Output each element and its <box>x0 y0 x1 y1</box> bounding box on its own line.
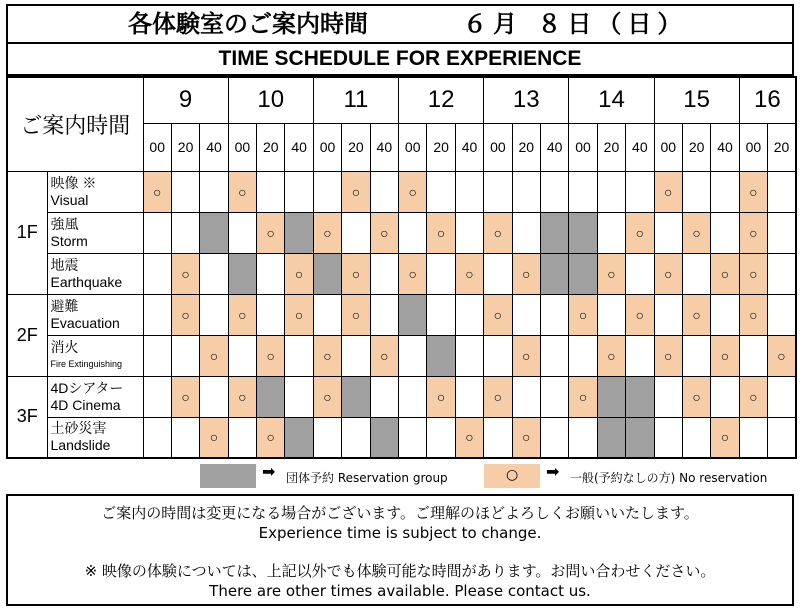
general-slot: ○ <box>626 212 654 253</box>
empty-slot <box>512 294 540 335</box>
empty-slot <box>313 294 341 335</box>
empty-slot <box>427 171 455 212</box>
general-slot: ○ <box>711 253 739 294</box>
empty-slot <box>143 294 171 335</box>
minute-header: 20 <box>257 123 285 171</box>
general-slot: ○ <box>682 294 710 335</box>
reserved-slot <box>569 212 597 253</box>
notice-en-2: There are other times available. Please contact us. <box>209 582 591 600</box>
general-slot: ○ <box>512 253 540 294</box>
reserved-slot <box>540 212 568 253</box>
minute-header: 20 <box>597 123 625 171</box>
reserved-slot <box>200 212 228 253</box>
hour-header: 10 <box>228 77 313 123</box>
general-slot: ○ <box>285 253 313 294</box>
legend-general-arrow: ➡ <box>546 462 560 481</box>
empty-slot <box>711 171 739 212</box>
legend-group-label: 団体予約 Reservation group <box>286 471 448 485</box>
empty-slot <box>484 335 512 376</box>
empty-slot <box>455 335 483 376</box>
general-slot: ○ <box>739 171 767 212</box>
empty-slot <box>171 212 199 253</box>
general-slot: ○ <box>427 376 455 417</box>
general-slot: ○ <box>569 376 597 417</box>
floor-label: 3F <box>7 376 47 458</box>
general-slot: ○ <box>313 335 341 376</box>
general-slot: ○ <box>342 253 370 294</box>
legend-gray-swatch <box>200 464 256 488</box>
experience-name-en: Fire Extinguishing <box>50 358 123 369</box>
floor-label: 1F <box>7 171 47 294</box>
empty-slot <box>768 171 796 212</box>
experience-name-jp: 避難 <box>50 297 79 314</box>
general-slot: ○ <box>739 253 767 294</box>
minute-header: 00 <box>143 123 171 171</box>
experience-row <box>7 335 796 376</box>
general-slot: ○ <box>654 253 682 294</box>
minute-header: 40 <box>455 123 483 171</box>
experience-name-en: Earthquake <box>50 273 123 290</box>
empty-slot <box>257 294 285 335</box>
general-slot: ○ <box>257 212 285 253</box>
empty-slot <box>768 212 796 253</box>
notice-en-1: Experience time is subject to change. <box>258 524 542 542</box>
empty-slot <box>768 417 796 458</box>
hour-header: 14 <box>569 77 654 123</box>
empty-slot <box>626 253 654 294</box>
reserved-slot <box>597 376 625 417</box>
empty-slot <box>569 335 597 376</box>
empty-slot <box>626 171 654 212</box>
empty-slot <box>768 376 796 417</box>
empty-slot <box>540 171 568 212</box>
hour-header: 12 <box>399 77 484 123</box>
empty-slot <box>143 212 171 253</box>
experience-row <box>7 294 796 335</box>
legend-group-arrow: ➡ <box>262 462 276 481</box>
general-slot: ○ <box>654 335 682 376</box>
hour-header: 11 <box>313 77 398 123</box>
experience-name <box>47 376 143 417</box>
general-slot: ○ <box>654 171 682 212</box>
general-slot: ○ <box>342 171 370 212</box>
notice-jp-1: ご案内の時間は変更になる場合がございます。ご理解のほどよろしくお願いいたします。 <box>101 504 699 522</box>
experience-name-jp: 消火 <box>50 338 79 355</box>
reserved-slot <box>626 376 654 417</box>
empty-slot <box>455 376 483 417</box>
minute-header: 00 <box>399 123 427 171</box>
minute-header: 20 <box>342 123 370 171</box>
empty-slot <box>427 253 455 294</box>
general-slot: ○ <box>313 212 341 253</box>
general-slot: ○ <box>171 294 199 335</box>
minute-header: 20 <box>171 123 199 171</box>
general-slot: ○ <box>768 335 796 376</box>
general-slot: ○ <box>512 417 540 458</box>
minute-header: 40 <box>370 123 398 171</box>
reserved-slot <box>285 212 313 253</box>
general-slot: ○ <box>228 294 256 335</box>
empty-slot <box>626 335 654 376</box>
empty-slot <box>143 335 171 376</box>
empty-slot <box>654 294 682 335</box>
empty-slot <box>540 376 568 417</box>
experience-row <box>7 376 796 417</box>
empty-slot <box>597 294 625 335</box>
floor-label: 2F <box>7 294 47 376</box>
corner-label: ご案内時間 <box>7 77 143 171</box>
general-slot: ○ <box>626 294 654 335</box>
general-slot: ○ <box>682 376 710 417</box>
general-slot: ○ <box>711 417 739 458</box>
experience-name-en: Landslide <box>50 437 111 454</box>
general-slot: ○ <box>739 294 767 335</box>
hour-header: 9 <box>143 77 228 123</box>
experience-name-en: Visual <box>50 191 89 208</box>
empty-slot <box>143 376 171 417</box>
minute-header: 00 <box>228 123 256 171</box>
empty-slot <box>399 335 427 376</box>
empty-slot <box>370 253 398 294</box>
reserved-slot <box>228 253 256 294</box>
empty-slot <box>342 417 370 458</box>
general-slot: ○ <box>257 335 285 376</box>
empty-slot <box>200 171 228 212</box>
experience-name-jp: 映像 ※ <box>50 174 97 191</box>
minute-header: 00 <box>654 123 682 171</box>
minute-header: 20 <box>427 123 455 171</box>
empty-slot <box>484 171 512 212</box>
empty-slot <box>257 253 285 294</box>
general-slot: ○ <box>285 294 313 335</box>
general-slot: ○ <box>370 335 398 376</box>
general-slot: ○ <box>171 376 199 417</box>
general-slot: ○ <box>200 335 228 376</box>
empty-slot <box>228 335 256 376</box>
general-slot: ○ <box>228 376 256 417</box>
reserved-slot <box>626 417 654 458</box>
empty-slot <box>654 417 682 458</box>
empty-slot <box>228 212 256 253</box>
minute-header: 20 <box>512 123 540 171</box>
empty-slot <box>171 171 199 212</box>
empty-slot <box>682 253 710 294</box>
empty-slot <box>768 294 796 335</box>
empty-slot <box>739 417 767 458</box>
general-slot: ○ <box>171 253 199 294</box>
reserved-slot <box>597 417 625 458</box>
empty-slot <box>484 417 512 458</box>
empty-slot <box>484 253 512 294</box>
general-slot: ○ <box>484 212 512 253</box>
empty-slot <box>285 171 313 212</box>
general-slot: ○ <box>739 212 767 253</box>
empty-slot <box>171 417 199 458</box>
general-slot: ○ <box>569 294 597 335</box>
empty-slot <box>711 376 739 417</box>
empty-slot <box>285 376 313 417</box>
empty-slot <box>682 417 710 458</box>
experience-name <box>47 335 143 376</box>
empty-slot <box>143 253 171 294</box>
experience-name-jp: 強風 <box>50 215 79 232</box>
general-slot: ○ <box>455 417 483 458</box>
general-slot: ○ <box>200 417 228 458</box>
empty-slot <box>682 171 710 212</box>
empty-slot <box>427 417 455 458</box>
minute-header: 00 <box>484 123 512 171</box>
schedule-table <box>6 76 797 459</box>
empty-slot <box>399 212 427 253</box>
general-slot: ○ <box>257 417 285 458</box>
empty-slot <box>313 171 341 212</box>
experience-row <box>7 171 796 212</box>
general-slot: ○ <box>399 253 427 294</box>
legend-mark: ○ <box>506 467 519 483</box>
minute-header: 00 <box>569 123 597 171</box>
empty-slot <box>370 294 398 335</box>
empty-slot <box>143 417 171 458</box>
experience-row <box>7 253 796 294</box>
empty-slot <box>399 417 427 458</box>
general-slot: ○ <box>739 376 767 417</box>
experience-name <box>47 417 143 458</box>
reserved-slot <box>569 253 597 294</box>
hour-header: 13 <box>484 77 569 123</box>
experience-name <box>47 253 143 294</box>
hour-header: 16 <box>739 77 796 123</box>
reserved-slot <box>540 253 568 294</box>
experience-row <box>7 417 796 458</box>
empty-slot <box>540 335 568 376</box>
empty-slot <box>455 171 483 212</box>
empty-slot <box>200 376 228 417</box>
empty-slot <box>682 335 710 376</box>
general-slot: ○ <box>597 253 625 294</box>
general-slot: ○ <box>711 335 739 376</box>
experience-name <box>47 212 143 253</box>
empty-slot <box>711 294 739 335</box>
empty-slot <box>597 171 625 212</box>
general-slot: ○ <box>313 376 341 417</box>
general-slot: ○ <box>228 171 256 212</box>
minute-header: 40 <box>200 123 228 171</box>
empty-slot <box>654 376 682 417</box>
empty-slot <box>370 171 398 212</box>
empty-slot <box>200 253 228 294</box>
empty-slot <box>654 212 682 253</box>
empty-slot <box>370 376 398 417</box>
minute-header: 40 <box>711 123 739 171</box>
empty-slot <box>200 294 228 335</box>
empty-slot <box>512 212 540 253</box>
experience-name <box>47 294 143 335</box>
reserved-slot <box>313 253 341 294</box>
empty-slot <box>512 171 540 212</box>
empty-slot <box>285 335 313 376</box>
general-slot: ○ <box>399 171 427 212</box>
empty-slot <box>512 376 540 417</box>
general-slot: ○ <box>484 294 512 335</box>
empty-slot <box>228 417 256 458</box>
empty-slot <box>455 212 483 253</box>
empty-slot <box>768 253 796 294</box>
empty-slot <box>711 212 739 253</box>
english-title: TIME SCHEDULE FOR EXPERIENCE <box>6 44 794 76</box>
empty-slot <box>597 212 625 253</box>
experience-name <box>47 171 143 212</box>
empty-slot <box>427 294 455 335</box>
notice-jp-2: ※ 映像の体験については、上記以外でも体験可能な時間があります。お問い合わせください。 <box>84 562 716 580</box>
experience-name-en: Evacuation <box>50 314 120 331</box>
minute-header: 20 <box>768 123 796 171</box>
notice-box <box>6 494 794 606</box>
empty-slot <box>342 212 370 253</box>
reserved-slot <box>342 376 370 417</box>
experience-name-en: 4D Cinema <box>50 396 121 413</box>
minute-header: 40 <box>285 123 313 171</box>
experience-name-jp: 土砂災害 <box>50 420 107 437</box>
minute-header: 00 <box>313 123 341 171</box>
hour-header: 15 <box>654 77 739 123</box>
general-slot: ○ <box>597 335 625 376</box>
page-title: 各体験室のご案内時間 <box>128 10 368 38</box>
experience-name-jp: 地震 <box>50 256 79 273</box>
title-bar <box>6 4 794 44</box>
empty-slot <box>540 294 568 335</box>
empty-slot <box>171 335 199 376</box>
empty-slot <box>455 294 483 335</box>
minute-header: 00 <box>739 123 767 171</box>
minute-header: 40 <box>626 123 654 171</box>
general-slot: ○ <box>484 376 512 417</box>
general-slot: ○ <box>682 212 710 253</box>
general-slot: ○ <box>342 294 370 335</box>
date-label: ６月 ８日（日） <box>463 10 688 38</box>
experience-name-en: Storm <box>50 232 88 249</box>
empty-slot <box>540 417 568 458</box>
general-slot: ○ <box>455 253 483 294</box>
empty-slot <box>569 171 597 212</box>
minute-header: 20 <box>682 123 710 171</box>
legend-general-label: 一般(予約なしの方) No reservation <box>570 471 768 485</box>
empty-slot <box>569 417 597 458</box>
empty-slot <box>342 335 370 376</box>
reserved-slot <box>370 417 398 458</box>
reserved-slot <box>427 335 455 376</box>
empty-slot <box>313 417 341 458</box>
experience-name-jp: 4Dシアター <box>50 379 124 396</box>
reserved-slot <box>399 294 427 335</box>
reserved-slot <box>257 376 285 417</box>
general-slot: ○ <box>427 212 455 253</box>
experience-row <box>7 212 796 253</box>
general-slot: ○ <box>512 335 540 376</box>
general-slot: ○ <box>143 171 171 212</box>
empty-slot <box>399 376 427 417</box>
minute-header: 40 <box>540 123 568 171</box>
empty-slot <box>739 335 767 376</box>
empty-slot <box>257 171 285 212</box>
reserved-slot <box>285 417 313 458</box>
general-slot: ○ <box>370 212 398 253</box>
